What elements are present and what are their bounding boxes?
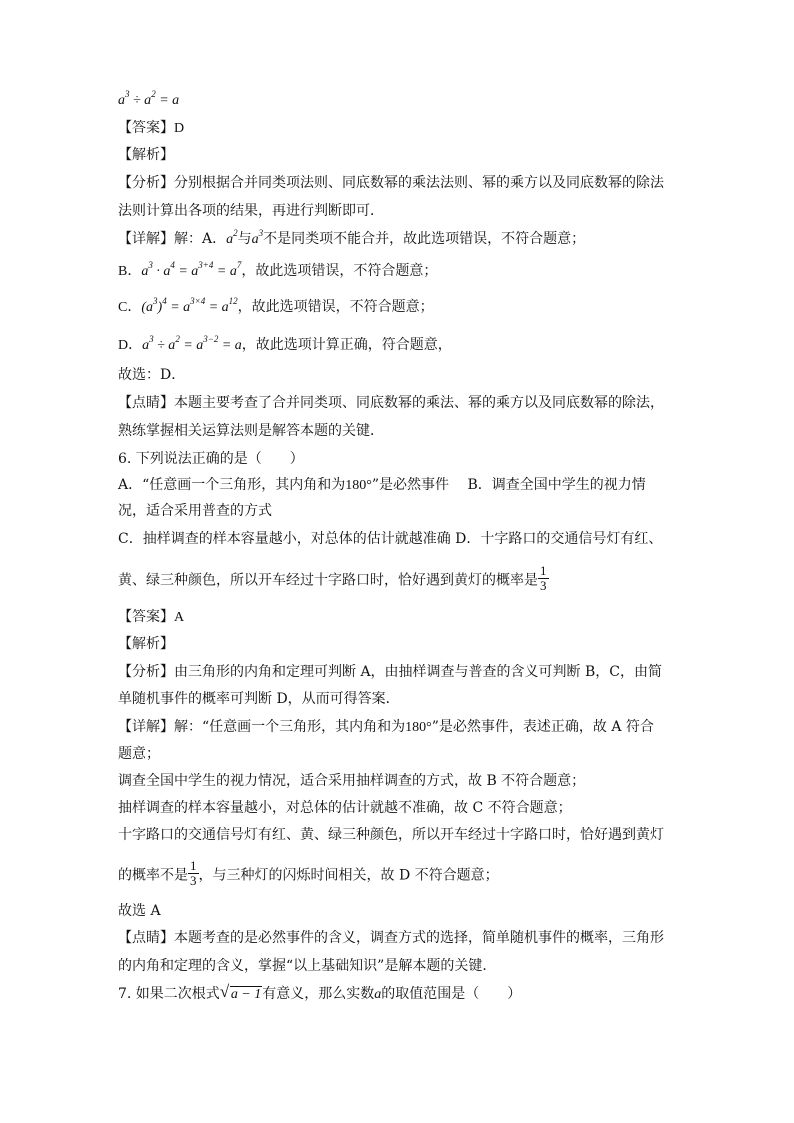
question-6-option-d: 黄、绿三种颜色，所以开车经过十字路口时，恰好遇到黄灯的概率是 $\frac{1}{3}$ xyxy=(118,563,547,593)
analysis-text: 【分析】分别根据合并同类项法则、同底数幂的乘法法则、幂的乘方以及同底数幂的除法 xyxy=(118,175,664,191)
detail-line-b: B．$a^3 \cdot a^4 = a^{3+4} = a^7$，故此选项错误，不符合题意； xyxy=(118,260,438,279)
detail-line-d: D．$a^3 \div a^2 = a^{3-2} = a$，故此选项计算正确，符合题意， xyxy=(118,334,452,353)
answer-line: 【答案】A xyxy=(118,609,185,625)
detail-line-a: 【详解】解：A．$a^2$与$a^3$不是同类项不能合并，故此选项错误，不符合题意； xyxy=(118,228,586,247)
choose-line: 故选：D． xyxy=(118,367,186,383)
detail-text: 抽样调查的样本容量越小，对总体的估计就越不准确，故 C 不符合题意； xyxy=(118,800,572,816)
fraction: $\frac{1}{3}$ xyxy=(540,563,547,593)
analysis-heading: 【解析】 xyxy=(118,636,174,652)
detail-line-c: C．$(a^3)^4 = a^{3\times 4} = a^{12}$，故此选项错误，不符合题意； xyxy=(118,296,434,315)
detail-text: 十字路口的交通信号灯有红、黄、绿三种颜色，所以开车经过十字路口时，恰好遇到黄灯 xyxy=(118,827,664,843)
analysis-text: 法则计算出各项的结果，再进行判断即可． xyxy=(118,203,384,219)
comment-text: 【点睛】本题主要考查了合并同类项、同底数幂的乘法、幂的乘方以及同底数幂的除法， xyxy=(118,395,664,411)
question-7-title: 7. 如果二次根式 √ a − 1有意义，那么实数a的取值范围是（ ） xyxy=(118,982,522,1002)
sqrt-expression: √ a − 1 xyxy=(219,982,262,1002)
answer-line: 【答案】D xyxy=(118,120,185,136)
comment-text: 的内角和定理的含义，掌握“以上基础知识”是解本题的关键． xyxy=(118,958,497,974)
formula-line: $a^3 \div a^2 = a$ xyxy=(118,89,180,108)
detail-text: 的概率不是 $\frac{1}{3}$ ，与三种灯的闪烁时间相关，故 D 不符合题意； xyxy=(118,858,499,888)
comment-text: 【点睛】本题考查的是必然事件的含义，调查方式的选择，简单随机事件的概率，三角形 xyxy=(118,930,664,946)
detail-text: 题意； xyxy=(118,746,160,762)
question-6-option-a: A．“任意画一个三角形，其内角和为180°”是必然事件 B．调查全国中学生的视力情 xyxy=(118,477,646,493)
question-6-option-b: 况，适合采用普查的方式 xyxy=(118,503,272,519)
fraction: $\frac{1}{3}$ xyxy=(190,858,197,888)
choose-line: 故选 A xyxy=(118,903,161,919)
detail-text: 调查全国中学生的视力情况，适合采用抽样调查的方式，故 B 不符合题意； xyxy=(118,773,586,789)
analysis-text: 【分析】由三角形的内角和定理可判断 A，由抽样调查与普查的含义可判断 B，C，由简 xyxy=(118,664,663,680)
detail-text: 【详解】解：“任意画一个三角形，其内角和为180°”是必然事件，表述正确，故 A 符合 xyxy=(118,719,654,735)
analysis-heading: 【解析】 xyxy=(118,147,174,163)
question-6-option-c: C．抽样调查的样本容量越小，对总体的估计就越准确 D．十字路口的交通信号灯有红、 xyxy=(118,531,663,547)
comment-text: 熟练掌握相关运算法则是解答本题的关键． xyxy=(118,423,384,439)
question-6-title: 6. 下列说法正确的是（ ） xyxy=(118,451,304,467)
analysis-text: 单随机事件的概率可判断 D，从而可得答案． xyxy=(118,691,400,707)
